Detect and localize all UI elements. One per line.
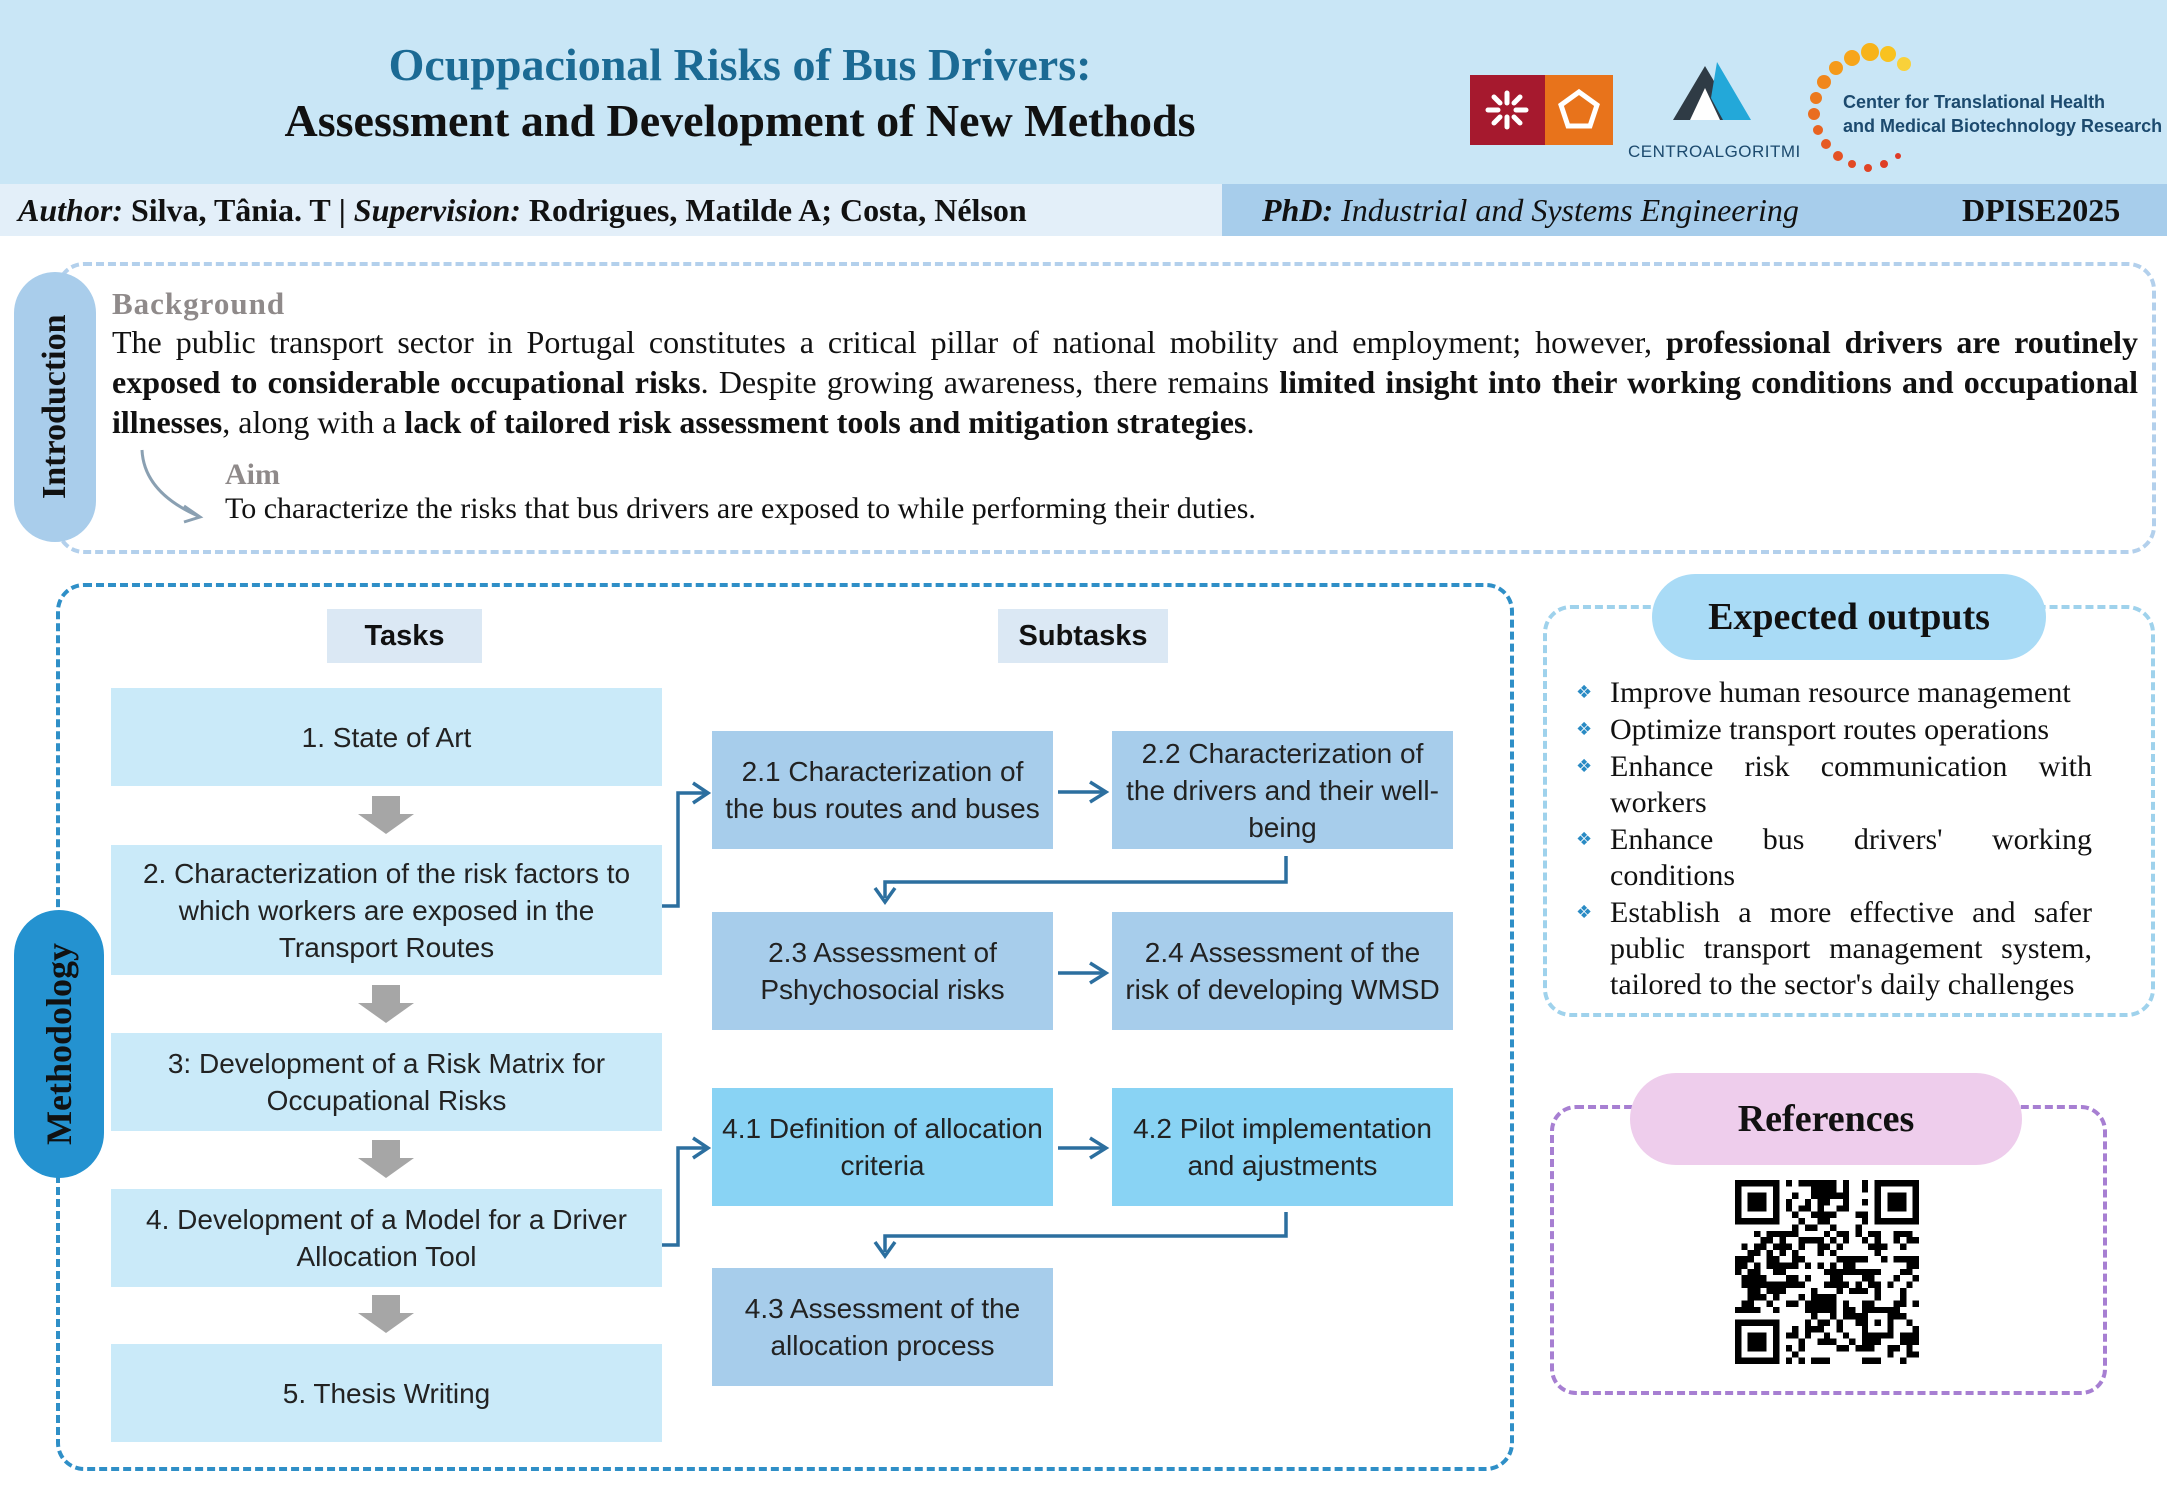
down-arrow-1 <box>358 796 414 834</box>
list-item <box>1572 712 2092 748</box>
output-text: Improve human resource management <box>1610 676 2071 709</box>
list-item <box>1572 822 2092 894</box>
diamond-bullet-icon: ❖ <box>1576 829 1593 850</box>
phd-label: PhD: <box>1262 192 1334 228</box>
background-text-3: , along with a <box>222 404 405 440</box>
supervision-label: Supervision: <box>353 192 521 228</box>
subtask-2-3: 2.3 Assessment of Pshychosocial risks <box>712 912 1053 1030</box>
poster-title-line1: Ocuppacional Risks of Bus Drivers: <box>388 39 1092 90</box>
background-bold-1: professional drivers are routinely exposed to considerable occupational risks <box>112 324 2139 400</box>
supervision-names: Rodrigues, Matilde A; Costa, Nélson <box>528 192 1027 228</box>
subtask-4-3: 4.3 Assessment of the allocation process <box>712 1268 1053 1386</box>
tasks-header: Tasks <box>327 609 482 663</box>
author-name: Silva, Tânia. T <box>130 192 331 228</box>
references-title: References <box>1630 1073 2022 1165</box>
down-arrow-2 <box>358 985 414 1023</box>
background-heading: Background <box>112 286 286 321</box>
background-bold-3: lack of tailored risk assessment tools and mitigation strategies <box>404 404 1247 440</box>
methodology-tab-label: Methodology <box>39 943 79 1145</box>
qr-code-icon[interactable] <box>1735 1180 1919 1364</box>
poster-title-line2: Assessment and Development of New Methods <box>284 95 1196 146</box>
subtask-2-4: 2.4 Assessment of the risk of developing WMSD <box>1112 912 1453 1030</box>
author-separator: | <box>338 192 346 228</box>
task-1: 1. State of Art <box>111 688 662 786</box>
output-text: Establish a more effective and safer public transport management system, tailored to the sector's daily challenges <box>1610 896 2092 1001</box>
bracket-task2 <box>662 793 706 906</box>
subtask-4-2: 4.2 Pilot implementation and ajustments <box>1112 1088 1453 1206</box>
task-2: 2. Characterization of the risk factors to which workers are exposed in the Transport Routes <box>111 845 662 975</box>
program-code: DPISE2025 <box>1962 192 2121 228</box>
centro-algoritmi-wordmark: CENTROALGORITMI <box>1628 142 1801 161</box>
subtask-2-1: 2.1 Characterization of the bus routes and buses <box>712 731 1053 849</box>
task-4: 4. Development of a Model for a Driver Allocation Tool <box>111 1189 662 1287</box>
subtask-2-2: 2.2 Characterization of the drivers and their well-being <box>1112 731 1453 849</box>
background-bold-2: limited insight into their working conditions and occupational illnesses <box>112 364 2139 440</box>
diamond-bullet-icon: ❖ <box>1576 682 1593 703</box>
list-item <box>1572 749 2092 821</box>
cth-line2: and Medical Biotechnology Research <box>1843 116 2163 136</box>
diamond-bullet-icon: ❖ <box>1576 719 1593 740</box>
list-item <box>1572 895 2092 1003</box>
down-arrow-3 <box>358 1140 414 1178</box>
output-text: Optimize transport routes operations <box>1610 713 2050 746</box>
cth-line1: Center for Translational Health <box>1843 92 2106 112</box>
task-3: 3: Development of a Risk Matrix for Occupational Risks <box>111 1033 662 1131</box>
background-text-1: The public transport sector in Portugal constitutes a critical pillar of national mobility and employment; however, <box>112 324 1666 360</box>
elbow-2-2-to-2-3 <box>885 856 1286 898</box>
author-label: Author: <box>18 192 123 228</box>
bracket-task4 <box>662 1148 706 1245</box>
introduction-tab-label: Introduction <box>36 314 73 500</box>
list-item <box>1572 675 2092 711</box>
aim-heading: Aim <box>225 458 280 491</box>
background-text-4: . <box>1246 404 1255 440</box>
task-5: 5. Thesis Writing <box>111 1344 662 1442</box>
subtask-4-1: 4.1 Definition of allocation criteria <box>712 1088 1053 1206</box>
expected-outputs-list <box>1572 675 2092 1004</box>
output-text: Enhance risk communication with workers <box>1610 750 2092 819</box>
subtasks-header: Subtasks <box>998 609 1168 663</box>
phd-program: Industrial and Systems Engineering <box>1341 192 1799 228</box>
output-text: Enhance bus drivers' working conditions <box>1610 823 2092 892</box>
diamond-bullet-icon: ❖ <box>1576 902 1593 923</box>
background-text-2: . Despite growing awareness, there remains <box>700 364 1280 400</box>
elbow-4-2-to-4-3 <box>885 1212 1286 1252</box>
down-arrow-4 <box>358 1295 414 1333</box>
expected-outputs-title: Expected outputs <box>1652 574 2046 660</box>
aim-text: To characterize the risks that bus drivers are exposed to while performing their duties. <box>225 492 1256 525</box>
diamond-bullet-icon: ❖ <box>1576 756 1593 777</box>
